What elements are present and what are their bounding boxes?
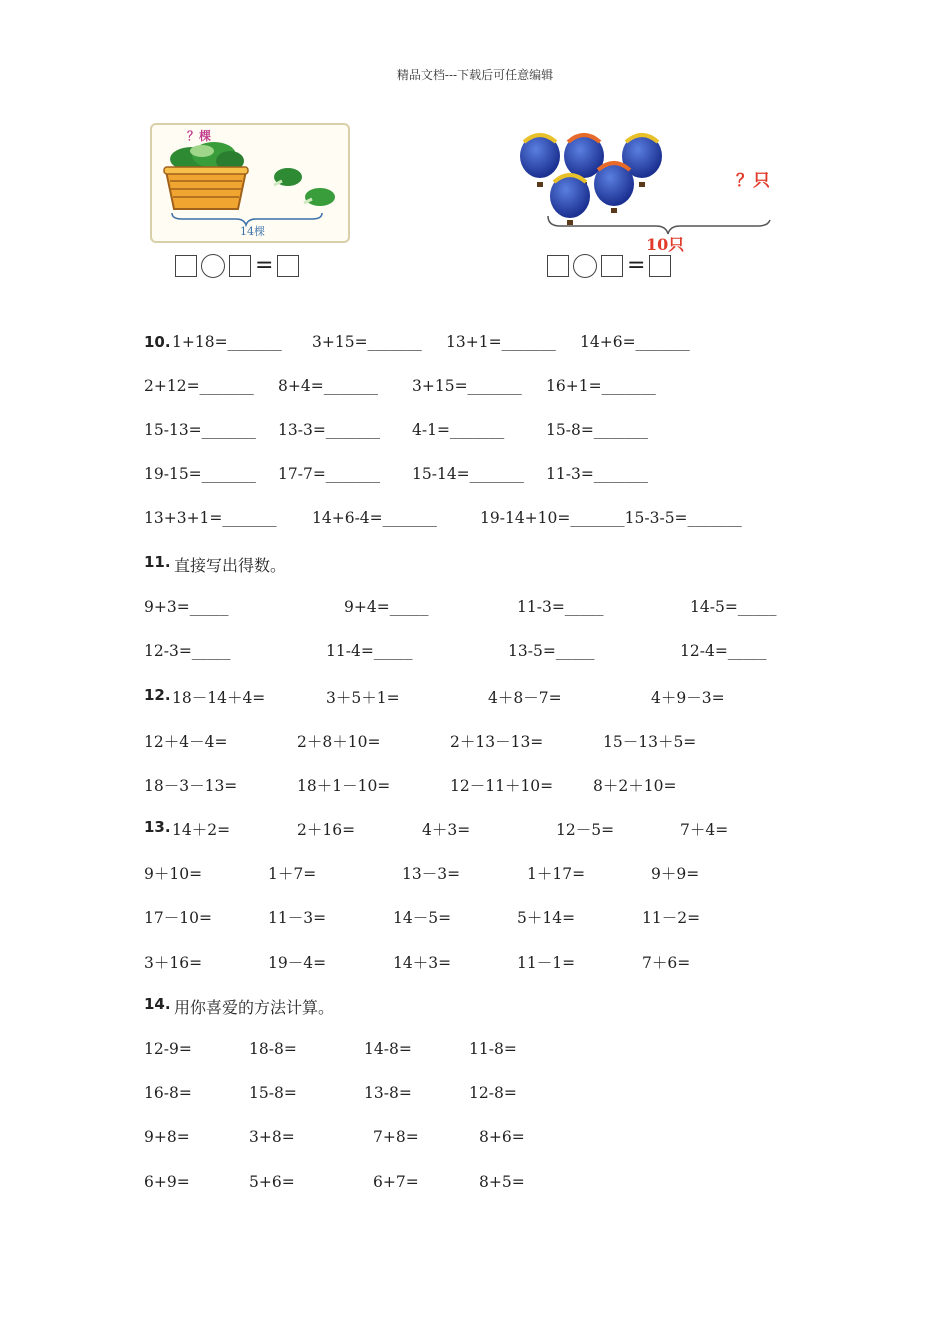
exercise-item[interactable]: 15-8= [249,1084,297,1102]
exercise-item[interactable]: 8+5= [479,1173,525,1191]
vegetable-question-label: ？棵 [187,129,212,143]
exercise-item[interactable]: 2＋16= [297,821,356,839]
equals-sign: = [627,253,646,278]
exercise-item[interactable]: 2＋13－13= [450,733,544,751]
exercise-item[interactable]: 12－5= [556,821,615,839]
exercise-item[interactable]: 19－4= [268,954,327,972]
exercise-item[interactable]: 1+18=_______ [172,333,282,351]
exercise-item[interactable]: 6+9= [144,1173,190,1191]
balloon [594,162,634,213]
exercise-item[interactable]: 14－5= [393,909,452,927]
balloon-total-label: 10只 [646,235,685,254]
vegetable-basket-picture [150,123,350,243]
exercise-item[interactable]: 1＋7= [268,865,317,883]
question-title: 直接写出得数。 [174,556,287,575]
question-number: 10. [144,333,171,351]
exercise-item[interactable]: 6+7= [373,1173,419,1191]
exercise-item[interactable]: 7＋4= [680,821,729,839]
exercise-item[interactable]: 13+1=_______ [446,333,556,351]
exercise-item[interactable]: 11－2= [642,909,701,927]
balloon-picture [518,132,780,252]
exercise-item[interactable]: 14+6=_______ [580,333,690,351]
exercise-item[interactable]: 16-8= [144,1084,192,1102]
exercise-item[interactable]: 2+12=_______ [144,377,254,395]
exercise-item[interactable]: 4＋8－7= [488,689,562,707]
exercise-item[interactable]: 7＋6= [642,954,691,972]
exercise-item[interactable]: 4＋3= [422,821,471,839]
page-header: 精品文档---下载后可任意编辑 [396,68,554,82]
equation-boxes-left [175,254,299,278]
exercise-item[interactable]: 16+1=_______ [546,377,656,395]
exercise-item[interactable]: 15－13＋5= [603,733,697,751]
question-number: 12. [144,686,171,704]
exercise-item[interactable]: 14-8= [364,1040,412,1058]
balloon-question-label: ？只 [736,171,770,191]
answer-box[interactable] [277,255,299,277]
question-title: 用你喜爱的方法计算。 [174,998,335,1017]
answer-box[interactable] [229,255,251,277]
exercise-item[interactable]: 4＋9－3= [651,689,725,707]
exercise-item[interactable]: 14-5=_____ [690,598,777,616]
exercise-item[interactable]: 3＋5＋1= [326,689,400,707]
exercise-item[interactable]: 13+3+1=_______ [144,509,277,527]
exercise-item[interactable]: 7+8= [373,1128,419,1146]
exercise-item[interactable]: 3+15=_______ [312,333,422,351]
exercise-item[interactable]: 15-14=_______ [412,465,524,483]
exercise-item[interactable]: 15-13=_______ [144,421,256,439]
exercise-item[interactable]: 8+4=_______ [278,377,378,395]
exercise-item[interactable]: 11－3= [268,909,327,927]
exercise-item[interactable]: 18－3－13= [144,777,238,795]
exercise-item[interactable]: 9＋10= [144,865,203,883]
exercise-item[interactable]: 2＋8＋10= [297,733,381,751]
exercise-item[interactable]: 12－11＋10= [450,777,554,795]
question-number: 13. [144,818,171,836]
exercise-item[interactable]: 1＋17= [527,865,586,883]
exercise-item[interactable]: 13－3= [402,865,461,883]
exercise-item[interactable]: 12-8= [469,1084,517,1102]
exercise-item[interactable]: 12-9= [144,1040,192,1058]
answer-box[interactable] [175,255,197,277]
exercise-item[interactable]: 9+8= [144,1128,190,1146]
question-number: 14. [144,995,171,1013]
exercise-item[interactable]: 14＋2= [172,821,231,839]
exercise-item[interactable]: 12＋4－4= [144,733,228,751]
exercise-item[interactable]: 3+15=_______ [412,377,522,395]
equals-sign: = [255,253,274,278]
exercise-item[interactable]: 17-7=_______ [278,465,381,483]
exercise-item[interactable]: 8+6= [479,1128,525,1146]
exercise-item[interactable]: 3+8= [249,1128,295,1146]
exercise-item[interactable]: 13-8= [364,1084,412,1102]
exercise-item[interactable]: 14+6-4=_______ [312,509,437,527]
exercise-item[interactable]: 18-8= [249,1040,297,1058]
exercise-item[interactable]: 11-3=_____ [517,598,604,616]
answer-box[interactable] [649,255,671,277]
exercise-item[interactable]: 19-14+10=_______15-3-5=_______ [480,509,742,527]
exercise-item[interactable]: 9+4=_____ [344,598,429,616]
balloon [550,174,590,225]
exercise-item[interactable]: 12-4=_____ [680,642,767,660]
answer-box[interactable] [547,255,569,277]
exercise-item[interactable]: 5＋14= [517,909,576,927]
balloon [520,134,560,187]
exercise-item[interactable]: 13-5=_____ [508,642,595,660]
exercise-item[interactable]: 11－1= [517,954,576,972]
exercise-item[interactable]: 9+3=_____ [144,598,229,616]
exercise-item[interactable]: 18＋1－10= [297,777,391,795]
question-number: 11. [144,553,171,571]
exercise-item[interactable]: 18－14＋4= [172,689,266,707]
exercise-item[interactable]: 15-8=_______ [546,421,649,439]
exercise-item[interactable]: 12-3=_____ [144,642,231,660]
equation-boxes-right [547,254,671,278]
exercise-item[interactable]: 8＋2＋10= [593,777,677,795]
exercise-item[interactable]: 17－10= [144,909,212,927]
exercise-item[interactable]: 5+6= [249,1173,295,1191]
exercise-item[interactable]: 11-4=_____ [326,642,413,660]
exercise-item[interactable]: 19-15=_______ [144,465,256,483]
exercise-item[interactable]: 11-8= [469,1040,517,1058]
answer-box[interactable] [601,255,623,277]
exercise-item[interactable]: 13-3=_______ [278,421,381,439]
operator-circle[interactable] [573,254,597,278]
exercise-item[interactable]: 11-3=_______ [546,465,649,483]
exercise-item[interactable]: 9＋9= [651,865,700,883]
vegetable-total-label: 14棵 [240,225,265,238]
exercise-item[interactable]: 3＋16= [144,954,203,972]
operator-circle[interactable] [201,254,225,278]
exercise-item[interactable]: 4-1=_______ [412,421,505,439]
exercise-item[interactable]: 14＋3= [393,954,452,972]
